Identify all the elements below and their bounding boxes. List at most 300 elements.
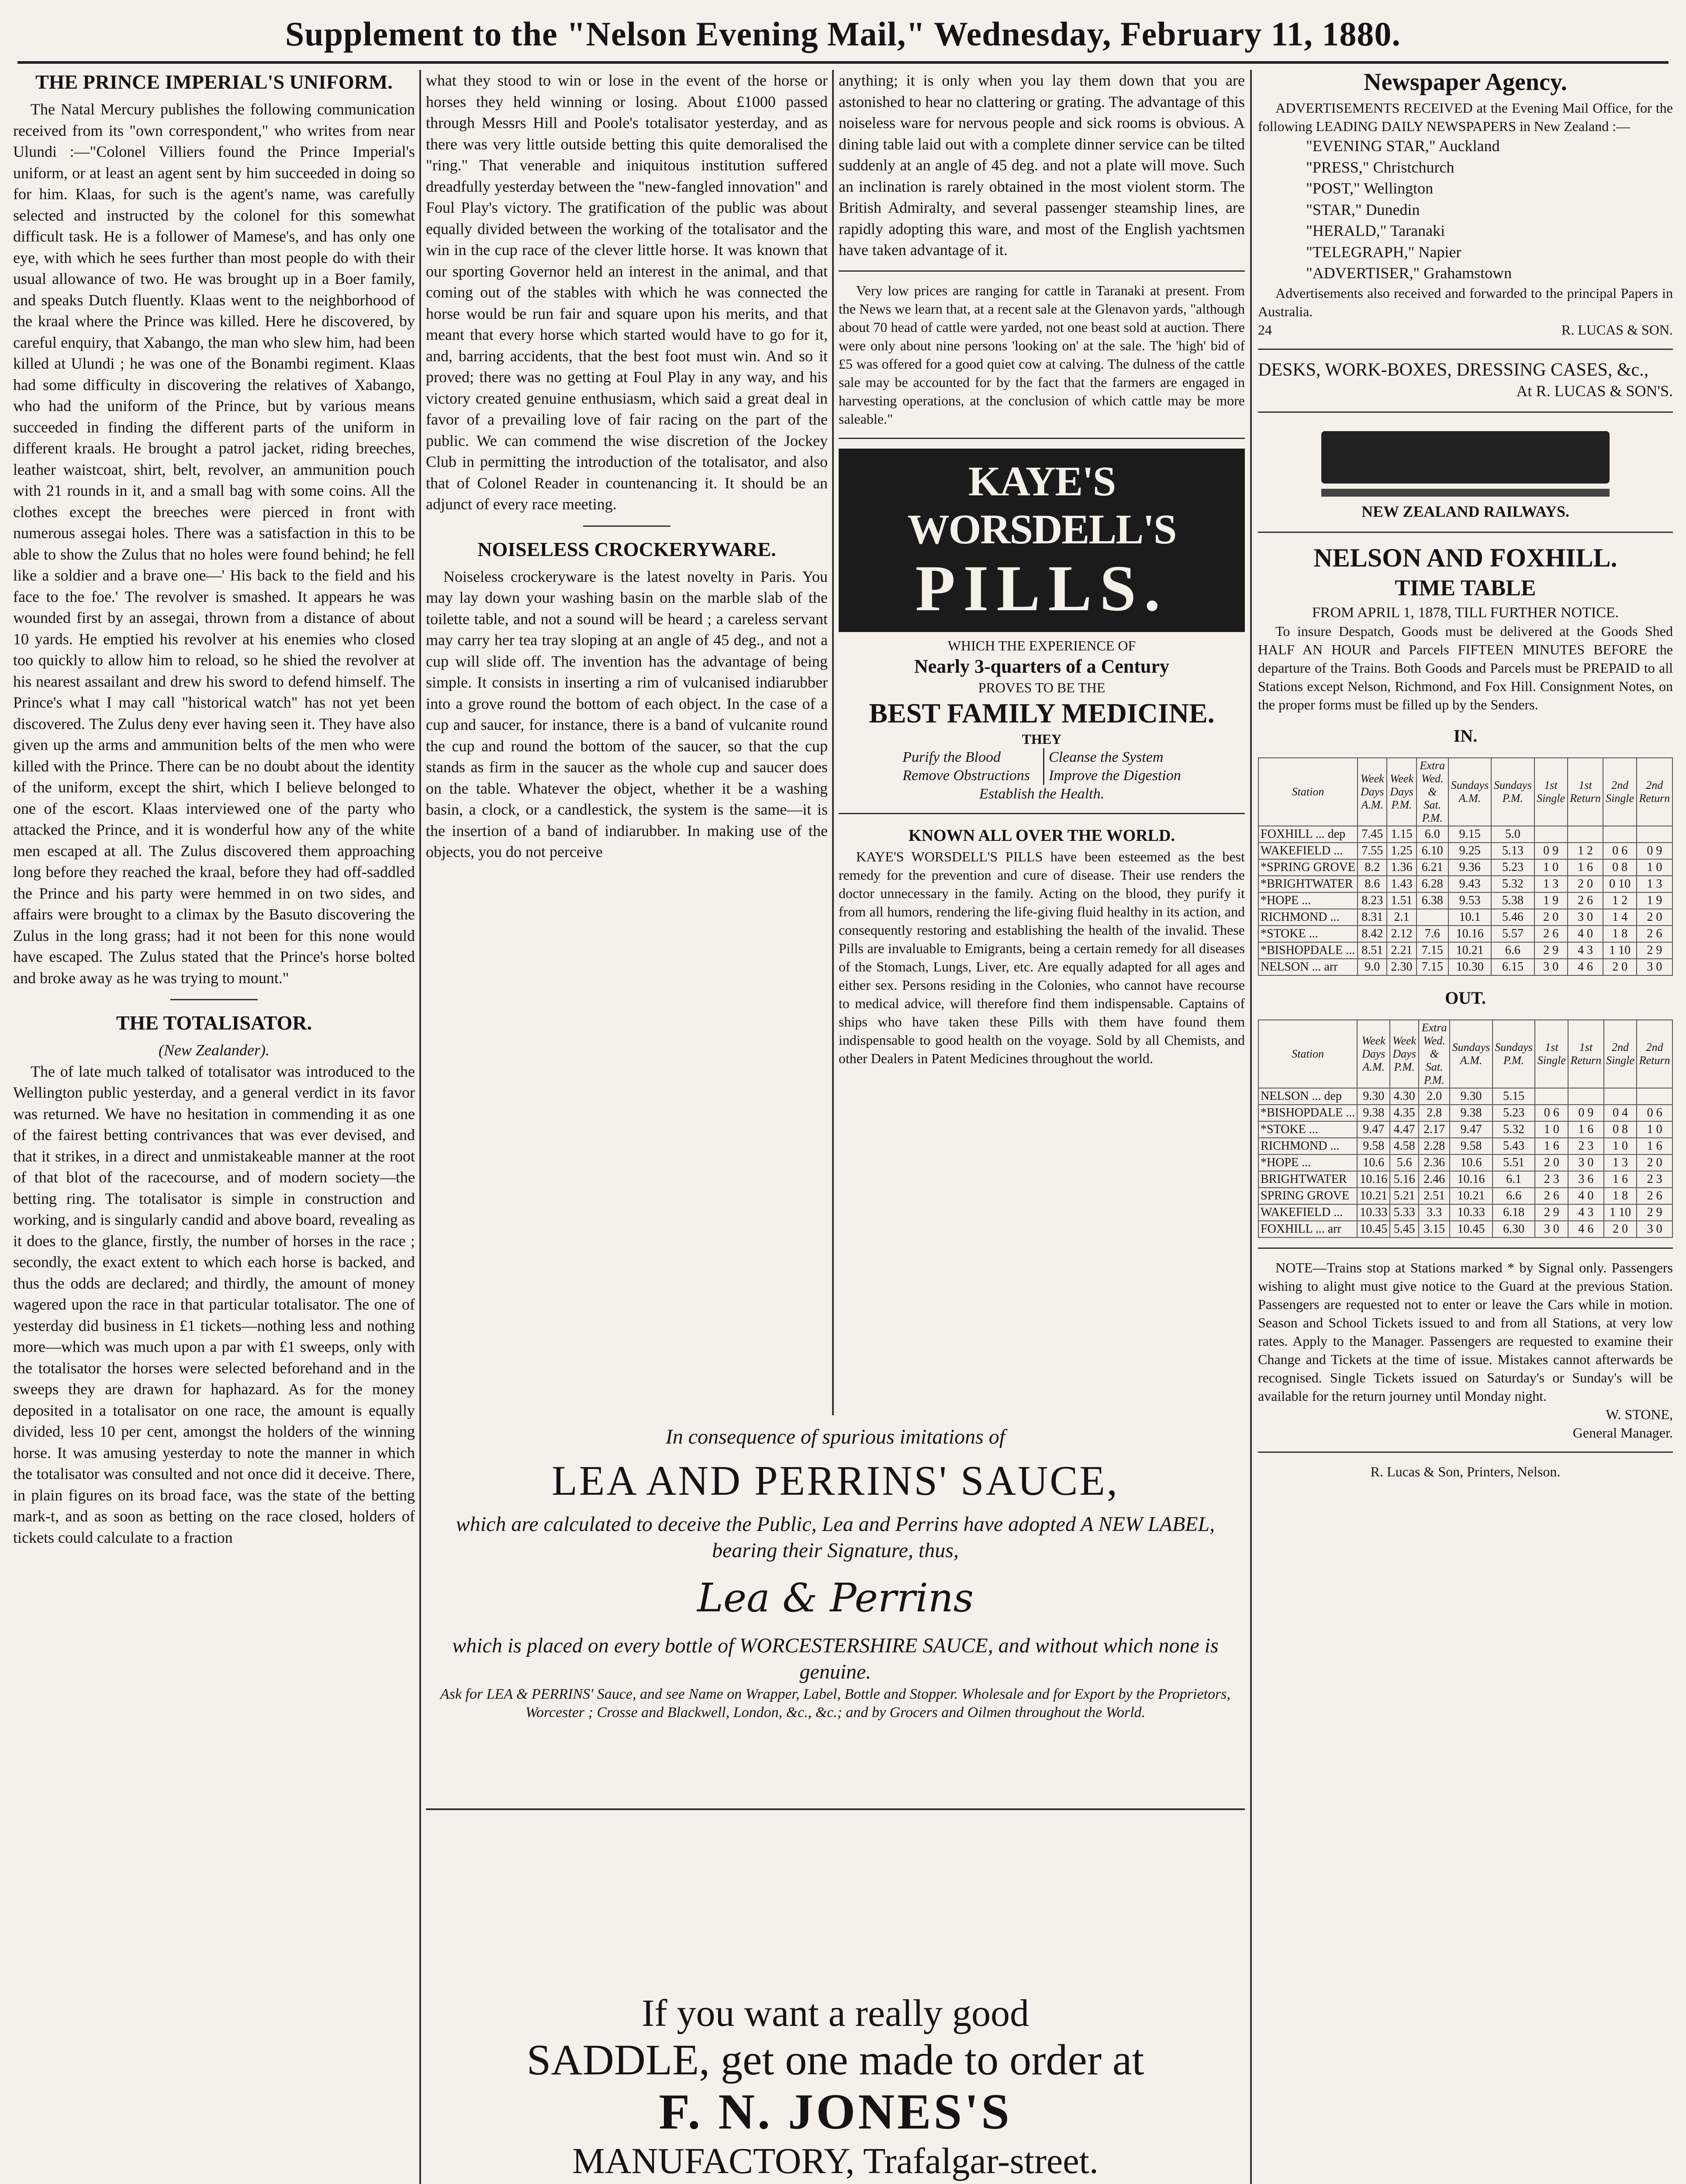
column-3: [839, 70, 1245, 1402]
article-body-crockeryware-cont: anything; it is only when you lay them down that you are astonished to hear no clattering or grating. The advantage of this noiseless ware for nervous people and sick rooms is obvious. A dining table laid out with a complete dinner service can be tilted suddenly at an angle of 45 deg. and not a plate will move. Such an inclination is rarely obtained in the most violent storm. The British Admiralty, and several passenger steamship lines, are rapidly adopting this ware, and most of the English yachtsmen have taken advantage of it.: [839, 72, 1245, 259]
time-cell: 9.30: [1450, 1088, 1493, 1105]
th-col: Sundays P.M.: [1491, 758, 1534, 826]
timetable-despatch: To insure Despatch, Goods must be delivered at the Goods Shed HALF AN HOUR and Parcels FIFTEEN MINUTES BEFORE the departure of the Trains. Both Goods and Parcels must be PREPAID to all Stations except Nelson, Richmond, and Fox Hill. Consignment Notes, on the proper forms must be filled up by the Senders.: [1258, 623, 1673, 712]
time-cell: 4.30: [1390, 1088, 1419, 1105]
time-cell: 4 0: [1568, 1188, 1603, 1204]
lp-label-text: which are calculated to deceive the Public, Lea and Perrins have adopted A NEW LABEL, bearing their Signature, thus,: [456, 1513, 1215, 1562]
timetable-row: [1258, 843, 1672, 859]
paper-list: [1258, 135, 1673, 284]
timetable-title: TIME TABLE: [1395, 576, 1536, 601]
timetable-row: [1258, 876, 1672, 892]
printers: R. Lucas & Son, Printers, Nelson.: [1370, 1464, 1561, 1479]
time-cell: 1 6: [1637, 1138, 1672, 1154]
time-cell: 5.21: [1390, 1188, 1419, 1204]
article-body-crockeryware: Noiseless crockeryware is the latest novelty in Paris. You may lay down your washing basin on the marble slab of the toilette table, and not a sound will be heard ; a careless servant may carry her tea tray sloping at an angle of 45 deg., and not a cup will slide off. The invention has the advantage of being simple. It consists in inserting a rim of vulcanised indiarubber into a grove round the bottom of each object. In the case of a cup and saucer, for instance, there is a band of vulcanite round the cup and round the bottom of the saucer, so that the cup stands as firm in the saucer as the whole cup and saucer does on the table. Whatever the object, whether it be a washing basin, a clock, or a candlestick, the system is the same—it is the insertion of a band of indiarubber. In making use of the objects, you do not perceive: [426, 567, 828, 860]
time-cell: 5.0: [1491, 826, 1534, 843]
time-cell: 5.51: [1493, 1154, 1535, 1171]
desks-advert: DESKS, WORK-BOXES, DRESSING CASES, &c.,: [1258, 359, 1649, 380]
article-body-totalisator-cont: what they stood to win or lose in the event of the horse or horses they held winning or losing. About £1000 passed through Messrs Hill and Poole's totalisator yesterday, and as there was very little outside betting this quite demoralised the "ring." That venerable and iniquitous institution suffered dreadfully yesterday between the "new-fangled innovation" and Foul Play's victory. The gratification of the public was about equally divided between the working of the totalisator and the win in the cup race of the clever little horse. It was known that our sporting Governor held an interest in the animal, and that coming out of the stables with which he was connected the horse would be run fair and square upon his merits, and that meant that every horse which started would have to go for it, and, barring accidents, that the best foot must win. And so it proved; there was no getting at Foul Play in any way, and his victory created genuine enthusiasm, which said a great deal in favor of a prevailing love of fair racing on the part of the public. We can commend the wise discretion of the Jockey Club in permitting the introduction of the totalisator, and also that of Colonel Reader in countenancing it. It should be an adjunct of every race meeting.: [426, 72, 828, 513]
train-icon: [1321, 422, 1610, 497]
timetable-row: [1258, 1204, 1672, 1221]
paper-item: "STAR," Dunedin: [1306, 200, 1420, 218]
time-cell: 5.6: [1390, 1154, 1419, 1171]
station-cell: WAKEFIELD ...: [1258, 1204, 1357, 1221]
time-cell: 9.53: [1448, 892, 1491, 909]
station-cell: FOXHILL ... arr: [1258, 1221, 1357, 1237]
paper-item: "TELEGRAPH," Napier: [1306, 243, 1461, 261]
time-cell: 2 0: [1603, 959, 1636, 975]
paper-item: "PRESS," Christchurch: [1306, 158, 1455, 176]
masthead: [17, 9, 1669, 64]
time-cell: 5.23: [1493, 1105, 1535, 1121]
kayes-health: Establish the Health.: [979, 785, 1105, 802]
time-cell: 6.18: [1493, 1204, 1535, 1221]
agency-number: 24: [1258, 321, 1272, 338]
th-col: 1st Single: [1534, 758, 1568, 826]
time-cell: 7.15: [1417, 959, 1448, 975]
time-cell: 4 3: [1568, 942, 1603, 959]
station-cell: *BISHOPDALE ...: [1258, 1105, 1357, 1121]
time-cell: 6.1: [1493, 1171, 1535, 1188]
agency-footer: Advertisements also received and forwarded to the principal Papers in Australia.: [1258, 285, 1673, 319]
time-cell: 9.38: [1450, 1105, 1493, 1121]
time-cell: 10.21: [1357, 1188, 1390, 1204]
time-cell: 2 3: [1637, 1171, 1672, 1188]
time-cell: 2 0: [1637, 909, 1672, 926]
th-col: Week Days A.M.: [1358, 758, 1387, 826]
kayes-proves: PROVES TO BE THE: [978, 679, 1106, 695]
time-cell: 1 0: [1535, 1121, 1568, 1138]
timetable-row: [1258, 959, 1672, 975]
article-title-prince-uniform: THE PRINCE IMPERIAL'S UNIFORM.: [35, 71, 393, 93]
time-cell: 9.0: [1358, 959, 1387, 975]
time-cell: 2.21: [1387, 942, 1416, 959]
station-cell: SPRING GROVE: [1258, 1188, 1357, 1204]
paper-item: "EVENING STAR," Auckland: [1306, 137, 1500, 155]
time-cell: 2.0: [1419, 1088, 1450, 1105]
time-cell: 2.51: [1419, 1188, 1450, 1204]
time-cell: 5.46: [1491, 909, 1534, 926]
timetable-header-row: [1258, 1020, 1672, 1088]
time-cell: 2.1: [1387, 909, 1416, 926]
time-cell: 9.38: [1357, 1105, 1390, 1121]
timetable-row: [1258, 1088, 1672, 1105]
timetable-row: [1258, 1138, 1672, 1154]
time-cell: 5.16: [1390, 1171, 1419, 1188]
station-cell: NELSON ... arr: [1258, 959, 1358, 975]
lp-placed: which is placed on every bottle of WORCESTERSHIRE SAUCE, and without which none is genuine.: [452, 1634, 1219, 1683]
jones-name: F. N. JONES'S: [659, 2084, 1012, 2140]
time-cell: 10.16: [1357, 1171, 1390, 1188]
th-col: 2nd Single: [1604, 1020, 1637, 1088]
time-cell: 2.28: [1419, 1138, 1450, 1154]
timetable-row: [1258, 1121, 1672, 1138]
station-cell: *SPRING GROVE: [1258, 859, 1358, 876]
time-cell: 5.23: [1491, 859, 1534, 876]
time-cell: 8.51: [1358, 942, 1387, 959]
timetable-row: [1258, 1188, 1672, 1204]
timetable-out-body: [1258, 1088, 1672, 1237]
kayes-benefits-left: Purify the Blood Remove Obstructions: [902, 749, 1030, 784]
time-cell: 10.6: [1357, 1154, 1390, 1171]
article-body-prince-uniform: The Natal Mercury publishes the following communication received from its "own correspondent," who writes from near Ulundi :—"Colonel Villiers found the Prince Imperial's uniform, or at least an agent sent by him succeeded in doing so for him. Klaas, for such is the agent's name, was carefully selected and instructed by the colonel for this somewhat difficult task. He is a follower of Mamese's, and has only one eye, with which he sees further than most people do with their usual allowance of two. He was brought up in a Boer family, and speaks Dutch fluently. Klaas went to the neighborhood of the kraal where the Prince was killed. Here he discovered, by careful enquiry, that Xabango, the man who slew him, had been killed at Ulundi ; he was one of the Bonambi regiment. Klaas had some difficulty in discovering the relatives of Xabango, who had the uniform of the Prince, but by various means succeeded in finding the different parts of the uniform in different kraals. He brought a patrol jacket, riding breeches, leather waistcoat, shirt, belt, revolver, an ammunition pouch with 21 rounds in it, and a small bag with some coins. All the clothes except the breeches were pierced in front with numerous assegai holes. There was a satisfaction in this to be able to show the Zulus that no holes were found behind; he fell like a soldier and a brave one—' His back to the field and his face to the foe.' The revolver is smashed. It appears he was wounded first by an assegai, thrown from a distance of about 10 yards. He emptied his revolver at his enemies who closed too quickly to allow him to reload, so he shied the revolver at his nearest assailant and drew his sword to defend himself. The Prince's what I may call "historical watch" has not yet been discovered. The Zulus deny ever having seen it. They have also given up the arms and ammunition belts of the men who were killed with the Prince. There can be no doubt about the identity of the uniform, except the shirt, which I believe belonged to one of the escort. Klaas interviewed one of the party who attacked the Prince, and it is wonderful how any of the white men escaped at all. The Zulus discovered them approaching long before they reached the kraal, before they had off-saddled the Prince and his party were hemmed in on two sides, and affairs were brought to a climax by the Basuto discovering the Zulus in the long grass; had it not been for this none would have escaped. The Zulus stated that the Prince's horse bolted and broke away as he was trying to mount.": [13, 100, 415, 987]
time-cell: 1 6: [1568, 1121, 1603, 1138]
time-cell: 1.25: [1387, 843, 1416, 859]
time-cell: [1603, 826, 1636, 843]
timetable-row: [1258, 1154, 1672, 1171]
time-cell: 3 0: [1637, 1221, 1672, 1237]
kayes-pills: PILLS.: [915, 552, 1168, 625]
manager-name: W. STONE,: [1606, 1406, 1673, 1422]
time-cell: 2 9: [1534, 942, 1568, 959]
time-cell: 6.21: [1417, 859, 1448, 876]
time-cell: 8.31: [1358, 909, 1387, 926]
th-col: Week Days A.M.: [1357, 1020, 1390, 1088]
station-cell: WAKEFIELD ...: [1258, 843, 1358, 859]
time-cell: 7.45: [1358, 826, 1387, 843]
divider: [839, 813, 1245, 814]
time-cell: 5.33: [1390, 1204, 1419, 1221]
time-cell: 2 0: [1637, 1154, 1672, 1171]
column-4: [1258, 70, 1673, 2184]
kayes-experience: WHICH THE EXPERIENCE OF: [947, 637, 1136, 653]
time-cell: 10.1: [1448, 909, 1491, 926]
time-cell: 10.16: [1448, 926, 1491, 942]
time-cell: 4.58: [1390, 1138, 1419, 1154]
time-cell: 9.30: [1357, 1088, 1390, 1105]
th-col: Sundays P.M.: [1493, 1020, 1535, 1088]
time-cell: 9.47: [1450, 1121, 1493, 1138]
time-cell: 1 9: [1637, 892, 1672, 909]
time-cell: 2.46: [1419, 1171, 1450, 1188]
time-cell: 1.51: [1387, 892, 1416, 909]
divider: [1258, 1248, 1673, 1249]
th-col: Sundays A.M.: [1450, 1020, 1493, 1088]
desks-at: At R. LUCAS & SON'S.: [1516, 382, 1673, 400]
time-cell: 5.32: [1493, 1121, 1535, 1138]
time-cell: 1 6: [1604, 1171, 1637, 1188]
time-cell: 5.45: [1390, 1221, 1419, 1237]
jones-line-1: If you want a really good: [641, 1992, 1030, 2035]
time-cell: 6.10: [1417, 843, 1448, 859]
time-cell: 3 0: [1568, 909, 1603, 926]
time-cell: [1568, 826, 1603, 843]
column-rule: [1250, 70, 1252, 2184]
masthead-title: Supplement to the "Nelson Evening Mail," Wednesday, February 11, 1880.: [285, 15, 1401, 53]
time-cell: 0 9: [1637, 843, 1672, 859]
time-cell: 1 3: [1534, 876, 1568, 892]
divider: [426, 1808, 1245, 1810]
time-cell: 10.33: [1450, 1204, 1493, 1221]
time-cell: 7.55: [1358, 843, 1387, 859]
kayes-benefits: [839, 748, 1245, 785]
time-cell: 1.36: [1387, 859, 1416, 876]
time-cell: 4 0: [1568, 926, 1603, 942]
kayes-body: KAYE'S WORSDELL'S PILLS have been esteemed as the best remedy for the prevention and cure of disease. Their use renders the doctor unnecessary in the family. Acting on the blood, they purify it from all humors, rendering the life-giving fluid healthy in its action, and consequently restoring and establishing the health of the invalid. These Pills are invaluable to Emigrants, being a certain remedy for all diseases of the Stomach, Lungs, Liver, etc. Are equally adapted for all ages and either sex. Persons residing in the Colonies, who cannot have recourse to medical advice, will therefore find them indispensable. Captains of ships who have taken these Pills with them have found them indispensable to good health on the voyage. Sold by all Chemists, and other Dealers in Patent Medicines throughout the world.: [839, 848, 1245, 1066]
time-cell: 3 6: [1568, 1171, 1603, 1188]
time-cell: 1 8: [1604, 1188, 1637, 1204]
time-cell: 1 6: [1568, 859, 1603, 876]
timetable-row: [1258, 926, 1672, 942]
time-cell: 6.6: [1491, 942, 1534, 959]
time-cell: 8.6: [1358, 876, 1387, 892]
station-cell: RICHMOND ...: [1258, 1138, 1357, 1154]
time-cell: 7.6: [1417, 926, 1448, 942]
th-col: Sundays A.M.: [1448, 758, 1491, 826]
time-cell: 5.43: [1493, 1138, 1535, 1154]
time-cell: 0 6: [1535, 1105, 1568, 1121]
station-cell: NELSON ... dep: [1258, 1088, 1357, 1105]
time-cell: 10.21: [1448, 942, 1491, 959]
time-cell: 3 0: [1534, 959, 1568, 975]
time-cell: 10.6: [1450, 1154, 1493, 1171]
time-cell: 9.43: [1448, 876, 1491, 892]
time-cell: 2 6: [1637, 926, 1672, 942]
time-cell: 1.43: [1387, 876, 1416, 892]
time-cell: 1 0: [1637, 859, 1672, 876]
time-cell: 9.36: [1448, 859, 1491, 876]
time-cell: 5.15: [1493, 1088, 1535, 1105]
time-cell: 2 9: [1637, 942, 1672, 959]
station-cell: FOXHILL ... dep: [1258, 826, 1358, 843]
time-cell: 9.15: [1448, 826, 1491, 843]
time-cell: 2.12: [1387, 926, 1416, 942]
timetable-in-label: IN.: [1453, 726, 1478, 746]
time-cell: 2 0: [1604, 1221, 1637, 1237]
time-cell: 10.45: [1450, 1221, 1493, 1237]
divider: [583, 525, 670, 527]
timetable-row: [1258, 826, 1672, 843]
time-cell: 5.13: [1491, 843, 1534, 859]
time-cell: 1 3: [1604, 1154, 1637, 1171]
time-cell: 2 3: [1568, 1138, 1603, 1154]
time-cell: 8.2: [1358, 859, 1387, 876]
kayes-best-medicine: BEST FAMILY MEDICINE.: [869, 697, 1215, 729]
divider: [1258, 349, 1673, 350]
th-col: 1st Return: [1568, 1020, 1603, 1088]
time-cell: 1 4: [1603, 909, 1636, 926]
th-col: 2nd Return: [1637, 1020, 1672, 1088]
time-cell: 6.38: [1417, 892, 1448, 909]
timetable-row: [1258, 942, 1672, 959]
time-cell: 10.45: [1357, 1221, 1390, 1237]
timetable-from: FROM APRIL 1, 1878, TILL FURTHER NOTICE.: [1312, 605, 1619, 621]
time-cell: 2 9: [1535, 1204, 1568, 1221]
th-col: Extra Wed. & Sat. P.M.: [1417, 758, 1448, 826]
th-station: Station: [1258, 1020, 1357, 1088]
time-cell: 9.58: [1450, 1138, 1493, 1154]
time-cell: 8.42: [1358, 926, 1387, 942]
timetable-header-row: [1258, 758, 1672, 826]
timetable-row: [1258, 1221, 1672, 1237]
lp-intro: In consequence of spurious imitations of: [665, 1425, 1005, 1448]
time-cell: 1 2: [1568, 843, 1603, 859]
time-cell: 1 3: [1637, 876, 1672, 892]
time-cell: 1 0: [1604, 1138, 1637, 1154]
cattle-news: Very low prices are ranging for cattle in Taranaki at present. From the News we learn that, at a recent sale at the Glenavon yards, "although about 70 head of cattle were yarded, not one beast sold at auction. There were only about nine persons 'looking on' at the sale. The 'high' bid of £5 was offered for a good quiet cow at calving. The dulness of the cattle sale may be accounted for by the fact that the farmers are engaged in harvesting operations, at the conclusion of which cattle may be more saleable.": [839, 282, 1245, 427]
th-station: Station: [1258, 758, 1358, 826]
th-col: Week Days P.M.: [1390, 1020, 1419, 1088]
station-cell: BRIGHTWATER: [1258, 1171, 1357, 1188]
time-cell: 10.21: [1450, 1188, 1493, 1204]
time-cell: 4.35: [1390, 1105, 1419, 1121]
article-title-crockeryware: NOISELESS CROCKERYWARE.: [477, 538, 776, 560]
time-cell: [1534, 826, 1568, 843]
station-cell: *STOKE ...: [1258, 1121, 1357, 1138]
paper-item: "ADVERTISER," Grahamstown: [1306, 264, 1512, 282]
station-cell: RICHMOND ...: [1258, 909, 1358, 926]
th-col: Week Days P.M.: [1387, 758, 1416, 826]
station-cell: *BRIGHTWATER: [1258, 876, 1358, 892]
time-cell: 5.32: [1491, 876, 1534, 892]
time-cell: 2.30: [1387, 959, 1416, 975]
jones-manufactory: MANUFACTORY, Trafalgar-street.: [572, 2141, 1099, 2181]
time-cell: 9.58: [1357, 1138, 1390, 1154]
time-cell: 6.30: [1493, 1221, 1535, 1237]
station-cell: *BISHOPDALE ...: [1258, 942, 1358, 959]
time-cell: 2 9: [1637, 1204, 1672, 1221]
time-cell: 2 0: [1535, 1154, 1568, 1171]
train-body: [1321, 431, 1610, 484]
time-cell: 6.28: [1417, 876, 1448, 892]
time-cell: 1.15: [1387, 826, 1416, 843]
time-cell: [1604, 1088, 1637, 1105]
time-cell: 0 8: [1603, 859, 1636, 876]
column-1: [13, 70, 415, 2184]
station-cell: *STOKE ...: [1258, 926, 1358, 942]
time-cell: 1 9: [1534, 892, 1568, 909]
divider: [1258, 411, 1673, 413]
th-col: 2nd Return: [1637, 758, 1672, 826]
article-body-totalisator: The of late much talked of totalisator was introduced to the Wellington public yesterday, and a general verdict in its favor was returned. We have no hesitation in commending it as one of the fairest betting contrivances that was ever devised, and that it strikes, in a direct and unmistakeable manner at the root of that blot of the racecourse, and of modern society—the betting ring. The totalisator is simple in construction and working, and is singularly candid and above board, revealing as it does to the glance, firstly, the number of horses in the race ; secondly, the exact extent to which each horse is backed, and thus the odds are declared; and thirdly, the amount of money wagered upon the race in that particular totalisator. The one of yesterday did business in £1 tickets—nothing less and nothing more—which was much upon a par with £1 sweeps, only with the totalisator the horses were selected beforehand and in the sweeps they are drawn for haphazard. As for the money deposited in a totalisator on one race, the amount is equally divided, less 10 per cent, amongst the holders of the winning horse. It was amusing yesterday to note the manner in which the totalisator was consulted and not once did it deceive. There, in plain figures on its broad face, was the state of the betting mark-t, and as soon as betting on the race closed, holders of tickets could calculate to a fraction: [13, 1062, 415, 1546]
agency-title: Newspaper Agency.: [1364, 70, 1567, 96]
column-rule: [832, 70, 834, 1415]
time-cell: 0 8: [1604, 1121, 1637, 1138]
time-cell: 2 0: [1568, 876, 1603, 892]
article-source: (New Zealander).: [159, 1041, 269, 1059]
kayes-known: KNOWN ALL OVER THE WORLD.: [909, 826, 1175, 845]
divider: [1258, 1451, 1673, 1453]
paper-item: "HERALD," Taranaki: [1306, 222, 1445, 239]
time-cell: 7.15: [1417, 942, 1448, 959]
time-cell: 1 0: [1534, 859, 1568, 876]
jones-saddle-advert: [426, 1992, 1245, 2184]
column-rule: [419, 70, 421, 2184]
time-cell: 1 0: [1637, 1121, 1672, 1138]
lea-perrins-advert: [426, 1424, 1245, 1800]
time-cell: 10.33: [1357, 1204, 1390, 1221]
timetable-out-label: OUT.: [1445, 988, 1486, 1008]
time-cell: 1 8: [1603, 926, 1636, 942]
time-cell: 4.47: [1390, 1121, 1419, 1138]
time-cell: 5.57: [1491, 926, 1534, 942]
kayes-they: THEY: [1022, 731, 1062, 747]
time-cell: 3 0: [1535, 1221, 1568, 1237]
time-cell: 6.6: [1493, 1188, 1535, 1204]
timetable-in-body: [1258, 826, 1672, 975]
column-2: [426, 70, 828, 1415]
th-col: 1st Single: [1535, 1020, 1568, 1088]
time-cell: 1 2: [1603, 892, 1636, 909]
time-cell: 3 0: [1637, 959, 1672, 975]
timetable-row: [1258, 909, 1672, 926]
time-cell: [1637, 1088, 1672, 1105]
time-cell: 6.15: [1491, 959, 1534, 975]
time-cell: 1 10: [1604, 1204, 1637, 1221]
time-cell: 5.38: [1491, 892, 1534, 909]
kayes-title: KAYE'S WORSDELL'S: [907, 457, 1176, 553]
track: [1321, 489, 1610, 497]
timetable-row: [1258, 1171, 1672, 1188]
time-cell: 2.17: [1419, 1121, 1450, 1138]
time-cell: [1637, 826, 1672, 843]
manager-title: General Manager.: [1572, 1425, 1673, 1441]
time-cell: 10.16: [1450, 1171, 1493, 1188]
nelson-foxhill-title: NELSON AND FOXHILL.: [1313, 543, 1617, 572]
jones-line-2: SADDLE, get one made to order at: [526, 2035, 1144, 2084]
time-cell: 4 3: [1568, 1204, 1603, 1221]
time-cell: 1 6: [1535, 1138, 1568, 1154]
timetable-row: [1258, 892, 1672, 909]
paper-item: "POST," Wellington: [1306, 180, 1434, 197]
time-cell: 2 6: [1534, 926, 1568, 942]
timetable-note: NOTE—Trains stop at Stations marked * by Signal only. Passengers wishing to alight must give notice to the Guard at the previous Station. Passengers are requested not to enter or leave the Cars while in motion. Season and School Tickets issued to and from all Stations, at very low rates. Apply to the Manager. Passengers are requested to examine their Change and Tickets at the time of issue. Mistakes cannot afterwards be recognised. Single Tickets issued on Saturday's or Sunday's will be available for the return journey until Monday night.: [1258, 1260, 1673, 1404]
time-cell: [1417, 909, 1448, 926]
kayes-benefits-right: Cleanse the System Improve the Digestion: [1043, 748, 1185, 785]
station-cell: *HOPE ...: [1258, 1154, 1357, 1171]
time-cell: 3 0: [1568, 1154, 1603, 1171]
time-cell: 6.0: [1417, 826, 1448, 843]
time-cell: 9.25: [1448, 843, 1491, 859]
time-cell: 2 6: [1637, 1188, 1672, 1204]
railways-title: NEW ZEALAND RAILWAYS.: [1361, 502, 1569, 520]
time-cell: 0 4: [1604, 1105, 1637, 1121]
time-cell: 0 9: [1534, 843, 1568, 859]
divider: [839, 270, 1245, 272]
agency-body: ADVERTISEMENTS RECEIVED at the Evening Mail Office, for the following LEADING DAILY NEWSPAPERS in New Zealand :—: [1258, 100, 1673, 134]
time-cell: 0 10: [1603, 876, 1636, 892]
time-cell: 2 3: [1535, 1171, 1568, 1188]
th-col: 2nd Single: [1603, 758, 1636, 826]
kayes-century: Nearly 3-quarters of a Century: [914, 655, 1170, 677]
lp-ask: Ask for LEA & PERRINS' Sauce, and see Name on Wrapper, Label, Bottle and Stopper. Wholesale and for Export by the Proprietors, Worcester ; Crosse and Blackwell, London, &c., &c.; and by Grocers and Oilmen throughout the World.: [440, 1686, 1231, 1721]
time-cell: 2.8: [1419, 1105, 1450, 1121]
time-cell: [1535, 1088, 1568, 1105]
agency-sign: R. LUCAS & SON.: [1561, 321, 1673, 338]
timetable-row: [1258, 859, 1672, 876]
lp-title: LEA AND PERRINS' SAUCE,: [552, 1457, 1119, 1504]
time-cell: [1568, 1088, 1603, 1105]
time-cell: 10.30: [1448, 959, 1491, 975]
time-cell: 4 6: [1568, 1221, 1603, 1237]
th-col: Extra Wed. & Sat. P.M.: [1419, 1020, 1450, 1088]
time-cell: 0 9: [1568, 1105, 1603, 1121]
divider: [839, 438, 1245, 439]
timetable-out: [1258, 1019, 1673, 1238]
time-cell: 2 6: [1568, 892, 1603, 909]
station-cell: *HOPE ...: [1258, 892, 1358, 909]
time-cell: 3.15: [1419, 1221, 1450, 1237]
time-cell: 9.47: [1357, 1121, 1390, 1138]
time-cell: 4 6: [1568, 959, 1603, 975]
divider: [170, 999, 258, 1000]
lp-signature: Lea & Perrins: [697, 1575, 974, 1621]
timetable-in: [1258, 757, 1673, 976]
time-cell: 8.23: [1358, 892, 1387, 909]
time-cell: 2.36: [1419, 1154, 1450, 1171]
time-cell: 1 10: [1603, 942, 1636, 959]
th-col: 1st Return: [1568, 758, 1603, 826]
